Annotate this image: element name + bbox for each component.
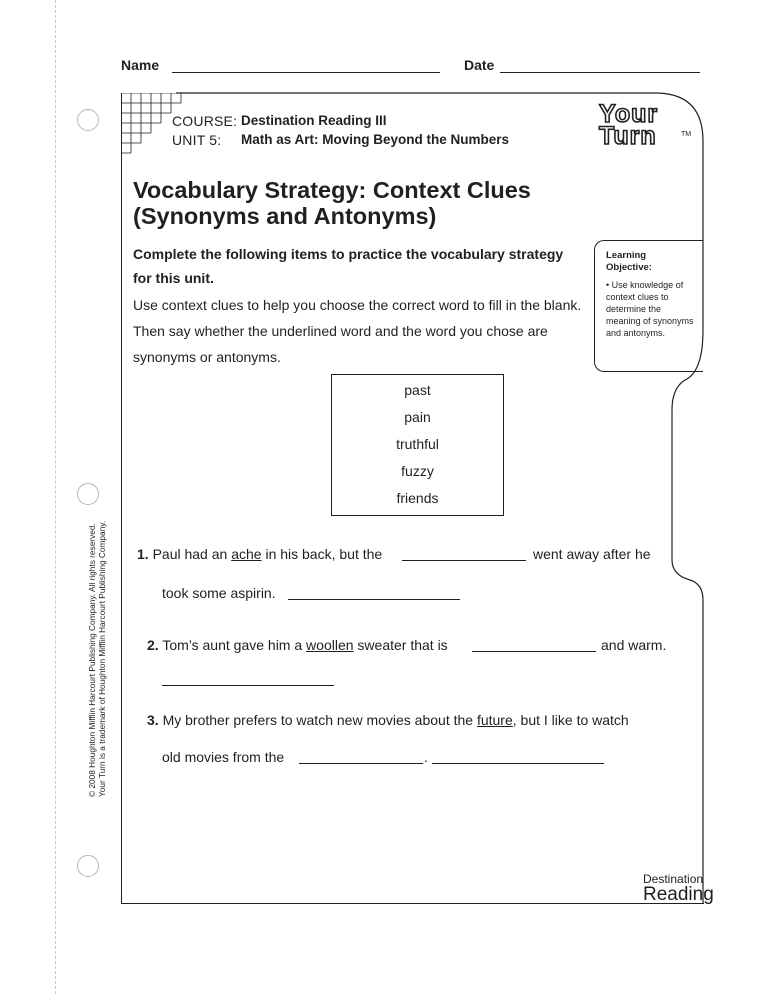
underlined-word: future	[476, 712, 513, 728]
question-text: , but I like to watch	[512, 712, 629, 728]
lo-title-line1: Learning	[606, 250, 647, 261]
course-value: Destination Reading III	[241, 113, 387, 128]
synonym-antonym-blank[interactable]	[162, 685, 334, 686]
question-2	[147, 637, 448, 653]
answer-blank[interactable]	[402, 560, 526, 561]
question-text: in his back, but the	[265, 546, 383, 562]
word-bank	[331, 374, 504, 516]
question-number: 1.	[137, 546, 149, 562]
answer-blank[interactable]	[299, 763, 423, 764]
copyright-line1: © 2008 Houghton Mifflin Harcourt Publishing Company. All rights reserved.	[87, 523, 97, 797]
instructions-bold: Complete the following items to practice the vocabulary strategy for this unit.	[133, 246, 564, 286]
question-text: Paul had an	[152, 546, 228, 562]
underlined-word: woollen	[306, 637, 354, 653]
question-text: sweater that is	[357, 637, 448, 653]
underlined-word: ache	[231, 546, 262, 562]
learning-objective-text: • Use knowledge of context clues to determine the meaning of synonyms and antonyms.	[606, 280, 694, 338]
footer-brand-line1: Destination	[643, 872, 704, 886]
logo-line2: Turn	[599, 122, 657, 150]
question-text: Tom’s aunt gave him a	[162, 637, 303, 653]
learning-objective-title	[606, 250, 652, 274]
word-bank-item: past	[404, 382, 431, 398]
question-text: and warm.	[601, 637, 667, 653]
unit-value: Math as Art: Moving Beyond the Numbers	[241, 132, 510, 147]
question-text: went away after he	[533, 546, 651, 562]
lo-title-line2: Objective:	[606, 262, 652, 273]
word-bank-item: friends	[396, 490, 439, 506]
question-text: My brother prefers to watch new movies about the	[162, 712, 474, 728]
logo-line1: Your	[599, 100, 659, 128]
question-number: 3.	[147, 712, 159, 728]
question-1	[137, 546, 382, 562]
page-title	[133, 177, 593, 229]
word-bank-item: pain	[404, 409, 431, 425]
trademark-mark: TM	[681, 131, 692, 138]
instructions-body: Use context clues to help you choose the correct word to fill in the blank. Then say whether the underlined word and the word you chose are synonyms or antonyms.	[133, 297, 582, 365]
question-punct: .	[424, 749, 428, 765]
title-line1: Vocabulary Strategy: Context Clues	[133, 177, 531, 203]
unit-label: UNIT 5:	[172, 132, 222, 148]
word-bank-item: fuzzy	[401, 463, 434, 479]
title-line2: (Synonyms and Antonyms)	[133, 203, 437, 229]
question-text: took some aspirin.	[162, 585, 276, 601]
question-3	[147, 712, 629, 728]
copyright-line2: Your Turn is a trademark of Houghton Mifflin Harcourt Publishing Company.	[97, 520, 107, 797]
answer-blank[interactable]	[472, 651, 596, 652]
your-turn-logo	[599, 100, 659, 150]
copyright-notice	[87, 520, 107, 797]
footer-brand-line2: Reading	[643, 884, 714, 905]
question-number: 2.	[147, 637, 159, 653]
question-text: old movies from the	[162, 749, 285, 765]
date-label: Date	[464, 57, 495, 73]
synonym-antonym-blank[interactable]	[432, 763, 604, 764]
synonym-antonym-blank[interactable]	[288, 599, 460, 600]
word-bank-item: truthful	[396, 436, 439, 452]
name-label: Name	[121, 57, 160, 73]
course-label: COURSE:	[172, 113, 238, 129]
